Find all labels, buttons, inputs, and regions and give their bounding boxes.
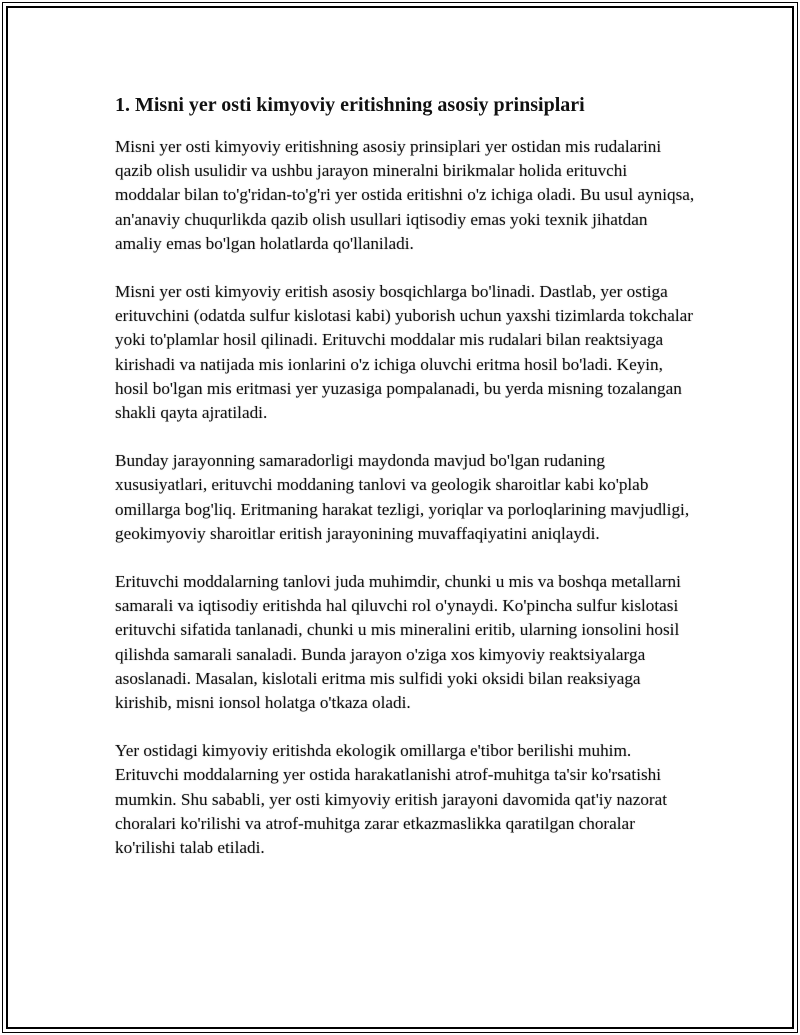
paragraph-3: Bunday jarayonning samaradorligi maydonda mavjud bo'lgan rudaning xususiyatlari, erituvchi moddaning tanlovi va geologik sharoitlar kabi ko'plab omillarga bog'liq. Eritmaning harakat tezligi, yoriqlar va porloqlarining mavjudligi, geokimyoviy sharoitlar eritish jarayonining muvaffaqiyatini aniqlaydi. (115, 451, 690, 543)
paragraph-1: Misni yer osti kimyoviy eritishning asosiy prinsiplari yer ostidan mis rudalarini qazib olish usulidir va ushbu jarayon mineralni birikmalar holida erituvchi moddalar bilan to'g'ridan-to'g'ri yer ostida eritishni o'z ichiga oladi. Bu usul ayniqsa, an'anaviy chuqurlikda qazib olish usullari iqtisodiy emas yoki texnik jihatdan amaliy emas bo'lgan holatlarda qo'llaniladi. (115, 137, 695, 253)
section-heading: 1. Misni yer osti kimyoviy eritishning asosiy prinsiplari (115, 94, 585, 116)
document-content (115, 91, 695, 884)
paragraph-5: Yer ostidagi kimyoviy eritishda ekologik omillarga e'tibor berilishi muhim. Erituvchi moddalarning yer ostida harakatlanishi atrof-muhitga ta'sir ko'rsatishi mumkin. Shu sababli, yer osti kimyoviy eritish jarayoni davomida qat'iy nazorat choralari ko'rilishi va atrof-muhitga zarar etkazmaslikka qaratilgan choralar ko'rilishi talab etiladi. (115, 741, 668, 858)
document-page (2, 2, 798, 1033)
paragraph-4: Erituvchi moddalarning tanlovi juda muhimdir, chunki u mis va boshqa metallarni samarali va iqtisodiy eritishda hal qiluvchi rol o'ynaydi. Ko'pincha sulfur kislotasi erituvchi sifatida tanlanadi, chunki u mis mineralini eritib, ularning ionsolini hosil qilishda samarali sanaladi. Bunda jarayon o'ziga xos kimyoviy reaktsiyalarga asoslanadi. Masalan, kislotali eritma mis sulfidi yoki oksidi bilan reaksiyaga kirishib, misni ionsol holatga o'tkaza oladi. (115, 572, 681, 713)
paragraph-2: Misni yer osti kimyoviy eritish asosiy bosqichlarga bo'linadi. Dastlab, yer ostiga erituvchini (odatda sulfur kislotasi kabi) yuborish uchun yaxshi tizimlarda tokchalar yoki to'plamlar hosil qilinadi. Erituvchi moddalar mis rudalari bilan reaktsiyaga kirishadi va natijada mis ionlarini o'z ichiga oluvchi eritma hosil bo'ladi. Keyin, hosil bo'lgan mis eritmasi yer yuzasiga pompalanadi, bu yerda misning tozalangan shakli qayta ajratiladi. (115, 282, 694, 423)
